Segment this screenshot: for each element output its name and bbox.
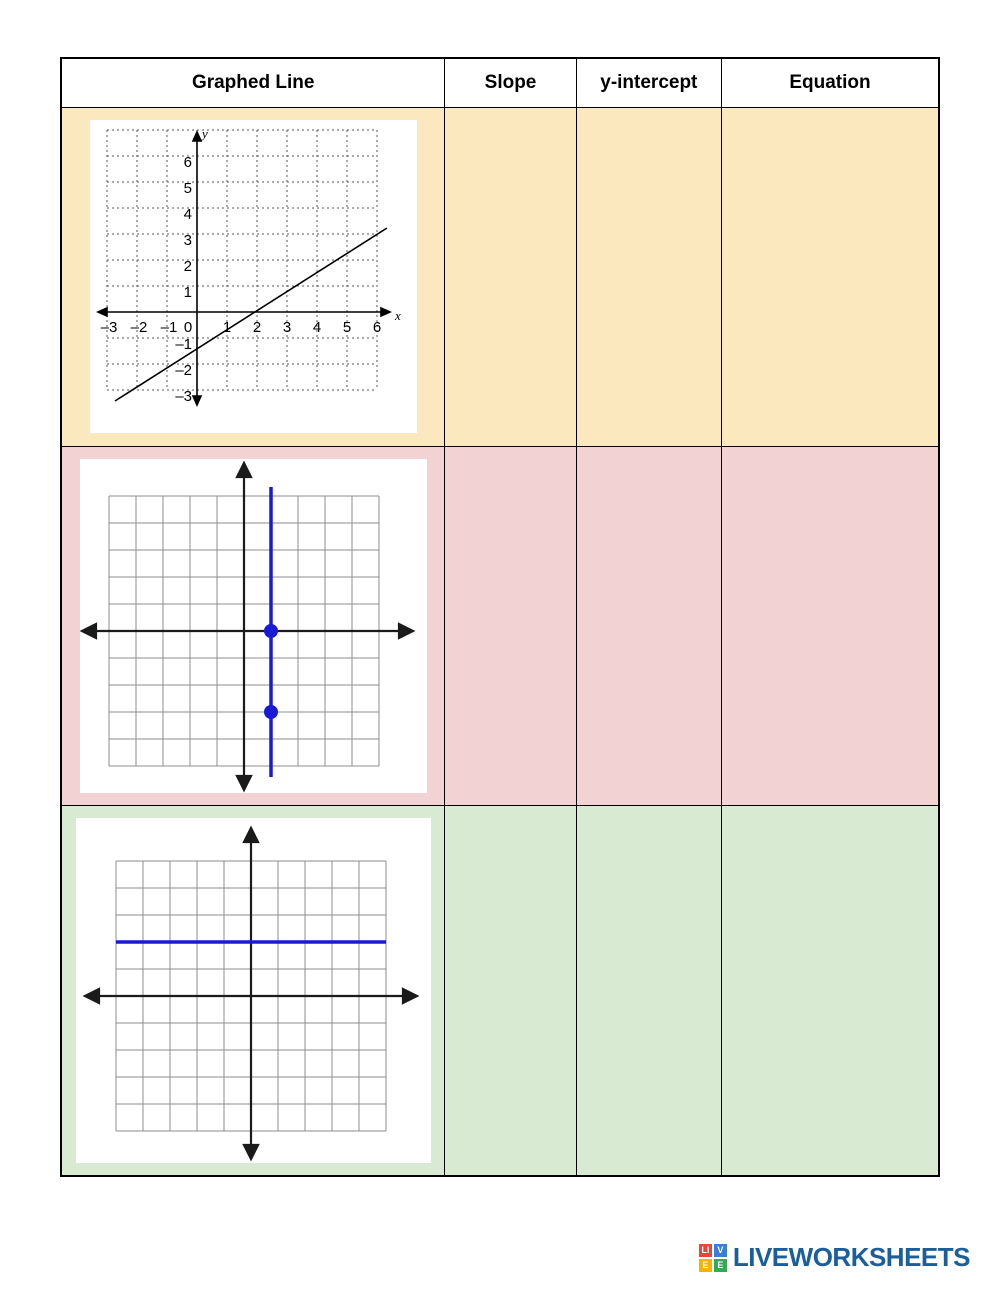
svg-text:–2: –2 <box>174 362 192 379</box>
slope-input-3[interactable] <box>445 806 575 846</box>
answer-cell-yintercept-1[interactable] <box>576 108 721 447</box>
svg-text:0: 0 <box>183 319 192 336</box>
graph-svg-3 <box>76 818 431 1163</box>
liveworksheets-logo-icon <box>699 1244 727 1272</box>
answer-cell-yintercept-3[interactable] <box>576 806 721 1177</box>
slope-input-1[interactable] <box>445 108 575 148</box>
answer-cell-equation-1[interactable] <box>721 108 939 447</box>
svg-text:5: 5 <box>183 180 192 197</box>
graph-cell-3 <box>61 806 445 1177</box>
logo-tile-li: LI <box>699 1244 712 1257</box>
column-header-graphed-line: Graphed Line <box>61 58 445 108</box>
table-header-row <box>61 58 939 108</box>
graph-svg-2 <box>80 459 427 793</box>
svg-text:6: 6 <box>372 319 381 336</box>
y-intercept-input-3[interactable] <box>577 806 721 846</box>
svg-text:5: 5 <box>342 319 351 336</box>
worksheet-container <box>60 57 940 1177</box>
graph-svg-1 <box>90 120 417 433</box>
logo-tile-e: E <box>714 1259 727 1272</box>
answer-cell-equation-2[interactable] <box>721 447 939 806</box>
svg-text:1: 1 <box>222 319 231 336</box>
worksheet-table <box>60 57 940 1177</box>
coordinate-graph-vertical <box>80 459 427 793</box>
table-row <box>61 806 939 1177</box>
graph-cell-2 <box>61 447 445 806</box>
liveworksheets-wordmark: LIVEWORKSHEETS <box>732 1242 970 1272</box>
svg-text:–3: –3 <box>100 319 118 336</box>
svg-text:6: 6 <box>183 154 192 171</box>
equation-input-2[interactable] <box>722 447 938 487</box>
logo-tile-v: V <box>714 1244 727 1257</box>
logo-tile-v2: E <box>699 1259 712 1272</box>
svg-text:–2: –2 <box>130 319 148 336</box>
column-header-y-intercept: y-intercept <box>576 58 721 108</box>
graph-cell-1 <box>61 108 445 447</box>
column-header-slope: Slope <box>445 58 576 108</box>
answer-cell-slope-3[interactable] <box>445 806 576 1177</box>
svg-text:4: 4 <box>183 206 192 223</box>
svg-text:2: 2 <box>183 258 192 275</box>
coordinate-graph-dotted <box>90 120 417 433</box>
slope-input-2[interactable] <box>445 447 575 487</box>
svg-text:y: y <box>201 126 208 141</box>
svg-text:–1: –1 <box>174 336 192 353</box>
y-intercept-input-1[interactable] <box>577 108 721 148</box>
svg-text:–1: –1 <box>160 319 178 336</box>
liveworksheets-branding <box>699 1242 970 1273</box>
answer-cell-slope-1[interactable] <box>445 108 576 447</box>
answer-cell-yintercept-2[interactable] <box>576 447 721 806</box>
y-intercept-input-2[interactable] <box>577 447 721 487</box>
table-row <box>61 108 939 447</box>
column-header-equation: Equation <box>721 58 939 108</box>
svg-text:3: 3 <box>183 232 192 249</box>
svg-text:–3: –3 <box>174 388 192 405</box>
equation-input-3[interactable] <box>722 806 938 846</box>
table-row <box>61 447 939 806</box>
coordinate-graph-horizontal <box>76 818 431 1163</box>
answer-cell-equation-3[interactable] <box>721 806 939 1177</box>
svg-text:x: x <box>394 308 401 323</box>
equation-input-1[interactable] <box>722 108 938 148</box>
svg-text:2: 2 <box>252 319 261 336</box>
answer-cell-slope-2[interactable] <box>445 447 576 806</box>
svg-text:3: 3 <box>282 319 291 336</box>
svg-text:4: 4 <box>312 319 321 336</box>
svg-text:1: 1 <box>183 284 192 301</box>
